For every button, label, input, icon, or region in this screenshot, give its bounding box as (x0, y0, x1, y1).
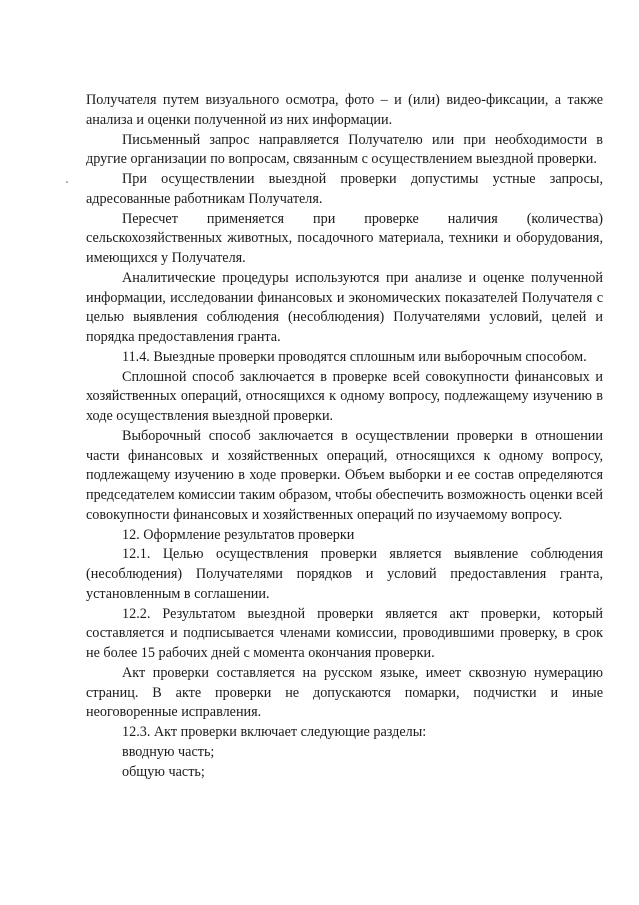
paragraph-12-3: 12.3. Акт проверки включает следующие разделы: (122, 724, 427, 740)
paragraph-continuation: Получателя путем визуального осмотра, фото – и (или) видео-фиксации, а также анализа и оценки полученной из них информации. (86, 92, 603, 128)
document-body (86, 91, 603, 782)
paragraph-12-2: 12.2. Результатом выездной проверки является акт проверки, который составляется и подписывается членами комиссии, проводившими проверку, в срок не более 15 рабочих дней с момента окончания проверки. (86, 605, 603, 661)
paragraph-written-request: Письменный запрос направляется Получателю или при необходимости в другие организации по вопросам, связанным с осуществлением выездной проверки. (86, 131, 603, 168)
list-item-intro-part: вводную часть; (122, 743, 215, 760)
section-heading-12: 12. Оформление результатов проверки (122, 526, 355, 543)
paragraph-oral-requests: При осуществлении выездной проверки допустимы устные запросы, адресованные работникам Получателя. (86, 171, 603, 207)
paragraph-act-language: Акт проверки составляется на русском языке, имеет сквозную нумерацию страниц. В акте проверки не допускаются помарки, подчистки и иные неоговоренные исправления. (86, 664, 603, 721)
paragraph-11-4: 11.4. Выездные проверки проводятся сплошным или выборочным способом. (122, 348, 587, 365)
paragraph-12-1: 12.1. Целью осуществления проверки является выявление соблюдения (несоблюдения) Получателями порядков и условий предоставления гранта, установленным в соглашении. (86, 546, 603, 602)
paragraph-continuous-method: Сплошной способ заключается в проверке всей совокупности финансовых и хозяйственных операций, относящихся к одному вопросу, подлежащему изучению в ходе осуществления выездной проверки. (86, 368, 603, 424)
scan-speck (66, 181, 68, 183)
paragraph-recount: Пересчет применяется при проверке наличия (количества) сельскохозяйственных животных, посадочного материала, техники и оборудования, имеющихся у Получателя. (86, 210, 603, 266)
list-item-general-part: общую часть; (122, 763, 205, 780)
paragraph-sampling-method: Выборочный способ заключается в осуществлении проверки в отношении части финансовых и хозяйственных операций, относящихся к одному вопросу, подлежащему изучению в ходе проверки. Объем выборки и ее состав определяются председателем комиссии таким образом, чтобы обеспечить возможность оценки всей совокупности финансовых и хозяйственных операций по изучаемому вопросу. (86, 427, 603, 523)
paragraph-analytical-procedures: Аналитические процедуры используются при анализе и оценке полученной информации, исследовании финансовых и экономических показателей Получателя с целью выявления соблюдения (несоблюдения) Получателями условий, целей и порядка предоставления гранта. (86, 269, 603, 345)
